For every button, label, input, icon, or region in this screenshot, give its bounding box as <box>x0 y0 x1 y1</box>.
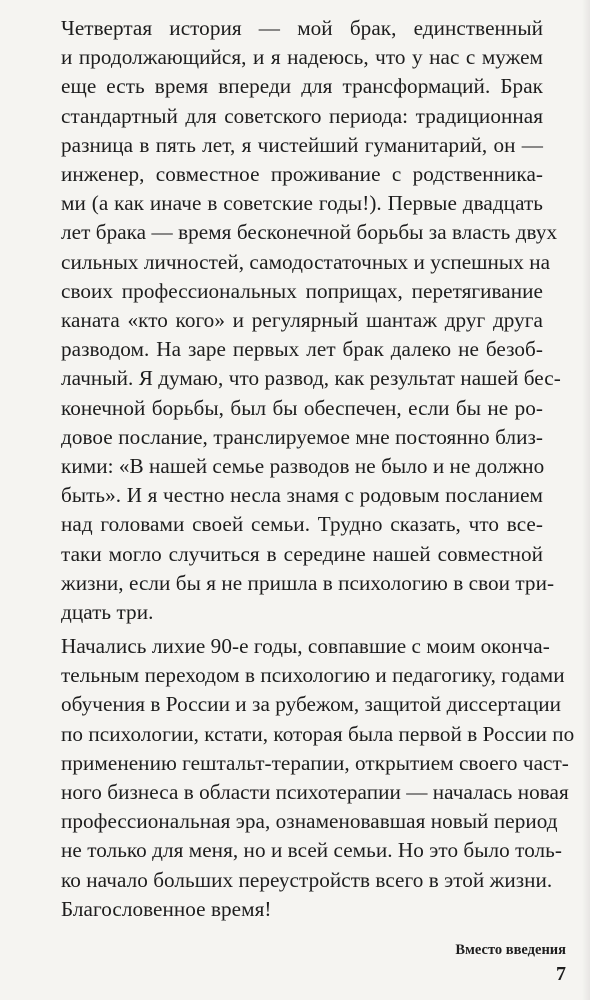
text-line: ко начало больших переустройств всего в этой жизни. <box>61 867 553 892</box>
text-line: конечной борьбы, был бы обеспечен, если бы не ро- <box>61 395 543 420</box>
text-line: лет брака — время бесконечной борьбы за власть двух <box>61 220 558 245</box>
page-edge-shadow <box>582 0 590 1000</box>
text-line: Четвертая история — мой брак, единственный <box>61 16 543 40</box>
text-line: стандартный для советского периода: традиционная <box>61 103 543 128</box>
text-line: Благословенное время! <box>61 896 272 921</box>
text-line: своих профессиональных поприщах, перетягивание <box>61 278 543 303</box>
text-line: разводом. На заре первых лет брак далеко не безоб- <box>61 337 543 362</box>
text-line: не только для меня, но и всей семьи. Но это было толь- <box>61 838 562 863</box>
running-footer-title: Вместо введения <box>455 942 566 958</box>
text-line: таки могло случиться в середине нашей совместной <box>61 541 543 566</box>
text-line: быть». И я честно несла знамя с родовым посланием <box>61 483 543 508</box>
text-line: над головами своей семьи. Трудно сказать, что все- <box>61 512 543 537</box>
text-line: ного бизнеса в области психотерапии — началась новая <box>61 780 569 804</box>
text-line: инженер, совместное проживание с родственника- <box>61 162 543 186</box>
text-line: профессиональная эра, ознаменовавшая новый период <box>61 809 558 834</box>
text-line: сильных личностей, самодостаточных и успешных на <box>61 249 551 274</box>
text-line: разница в пять лет, я чистейший гуманитарий, он — <box>61 132 543 157</box>
text-line: тельным переходом в психологию и педагогику, годами <box>61 663 565 688</box>
page-number: 7 <box>556 963 566 985</box>
text-line: и продолжающийся, и я надеюсь, что у нас с мужем <box>61 45 543 70</box>
text-line: применению гештальт-терапии, открытием своего част- <box>61 750 569 775</box>
text-line: дцать три. <box>61 600 154 624</box>
text-line: каната «кто кого» и регулярный шантаж друг друга <box>61 308 543 332</box>
text-line: кими: «В нашей семье разводов не было и не должно <box>61 454 545 478</box>
text-line: довое послание, транслируемое мне постоянно близ- <box>61 424 543 449</box>
text-line: лачный. Я думаю, что развод, как результат нашей бес- <box>61 366 561 391</box>
text-line: жизни, если бы я не пришла в психологию в свои три- <box>61 570 555 595</box>
text-line: еще есть время впереди для трансформаций. Брак <box>61 74 543 99</box>
text-line: Начались лихие 90-е годы, совпавшие с моим оконча- <box>61 634 550 658</box>
text-line: по психологии, кстати, которая была первой в России по <box>61 721 575 746</box>
text-line: обучения в России и за рубежом, защитой диссертации <box>61 692 561 717</box>
text-line: ми (а как иначе в советские годы!). Первые двадцать <box>61 191 543 216</box>
